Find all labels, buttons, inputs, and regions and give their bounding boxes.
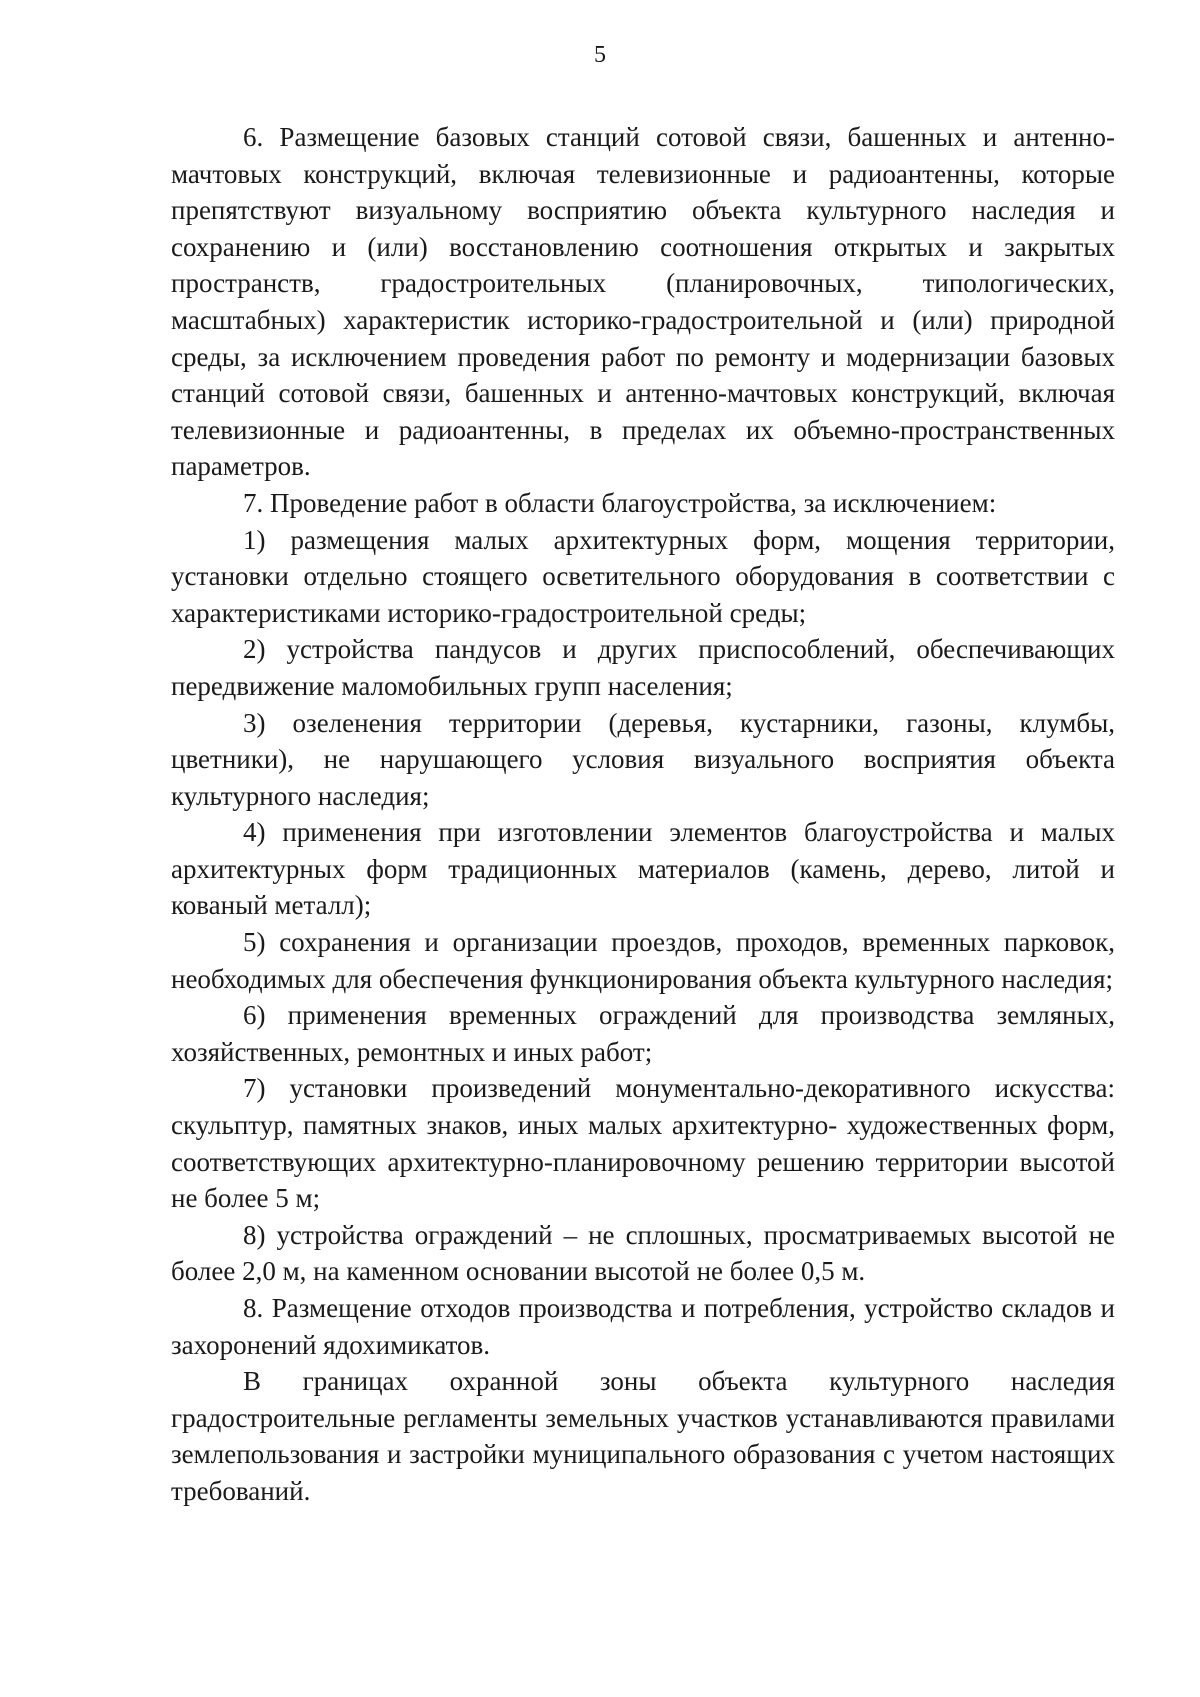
subitem-6: 6) применения временных ограждений для производства земляных, хозяйственных, ремонтных и иных работ; — [171, 1000, 1115, 1067]
subitem-8: 8) устройства ограждений – не сплошных, просматриваемых высотой не более 2,0 м, на каменном основании высотой не более 0,5 м. — [171, 1219, 1115, 1287]
subitem-3: 3) озеленения территории (деревья, кустарники, газоны, клумбы, цветники), не нарушающего условия визуального восприятия объекта культурного наследия; — [171, 707, 1115, 811]
page-number: 5 — [594, 42, 606, 68]
subitem-4: 4) применения при изготовлении элементов благоустройства и малых архитектурных форм традиционных материалов (камень, дерево, литой и кованый металл); — [171, 817, 1115, 921]
closing-paragraph: В границах охранной зоны объекта культурного наследия градостроительные регламенты земельных участков устанавливаются правилами землепользования и застройки муниципального образования с учетом настоящих требований. — [171, 1366, 1115, 1506]
paragraph-item-7: 7. Проведение работ в области благоустройства, за исключением: — [243, 487, 997, 518]
paragraph-item-6: 6. Размещение базовых станций сотовой связи, башенных и антенно-мачтовых конструкций, включая телевизионные и радиоантенны, которые препятствуют визуальному восприятию объекта культурного наследия и сохранению и (или) восстановлению соотношения открытых и закрытых пространств, градостроительных (планировочных, типологических, масштабных) характеристик историко-градостроительной и (или) природной среды, за исключением проведения работ по ремонту и модернизации базовых станций сотовой связи, башенных и антенно-мачтовых конструкций, включая телевизионные и радиоантенны, в пределах их объемно-пространственных параметров. — [171, 122, 1115, 482]
subitem-5: 5) сохранения и организации проездов, проходов, временных парковок, необходимых для обеспечения функционирования объекта культурного наследия; — [171, 927, 1115, 994]
document-body — [171, 119, 1115, 1510]
paragraph-item-8: 8. Размещение отходов производства и потребления, устройство складов и захоронений ядохимикатов. — [171, 1293, 1115, 1360]
subitem-7: 7) установки произведений монументально-декоративного искусства: скульптур, памятных знаков, иных малых архитектурно- художественных форм, соответствующих архитектурно-планировочному решению территории высотой не более 5 м; — [171, 1073, 1115, 1214]
subitem-2: 2) устройства пандусов и других приспособлений, обеспечивающих передвижение маломобильных групп населения; — [171, 634, 1115, 701]
subitem-1: 1) размещения малых архитектурных форм, мощения территории, установки отдельно стоящего осветительного оборудования в соответствии с характеристиками историко-градостроительной среды; — [171, 524, 1115, 628]
